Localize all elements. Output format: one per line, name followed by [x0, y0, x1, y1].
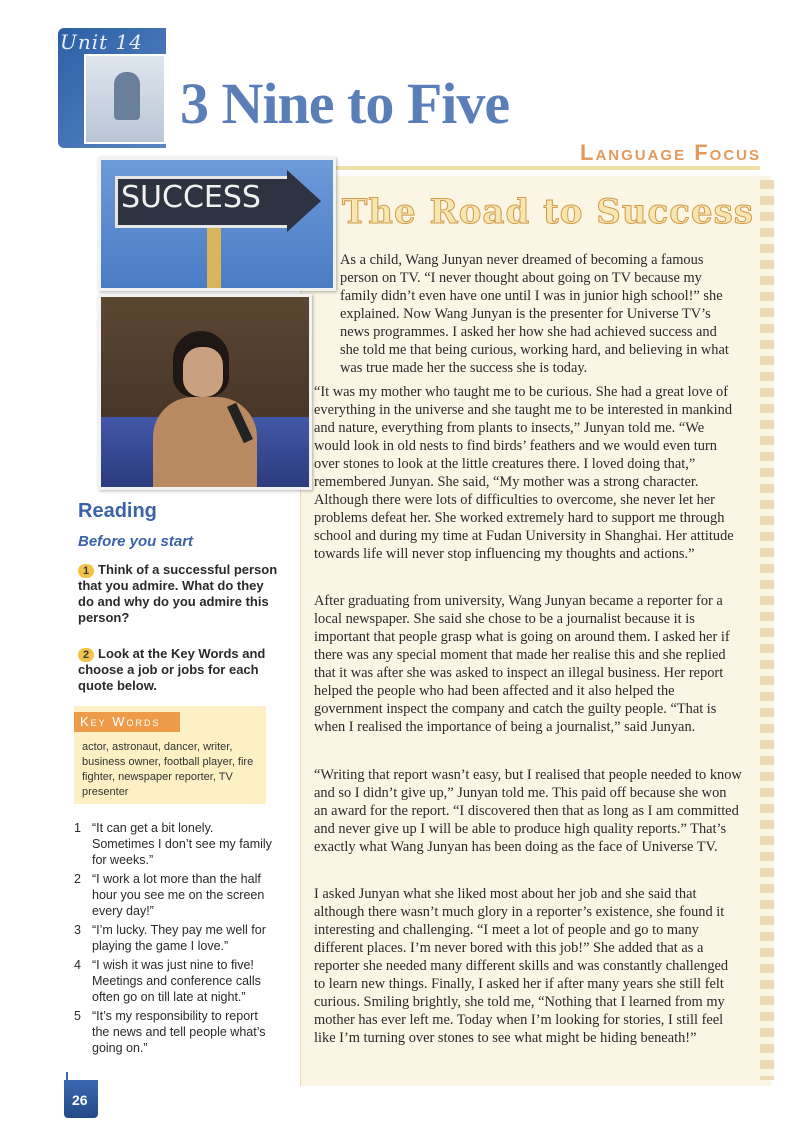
- quote-item: [72, 871, 272, 919]
- article-title: The Road to Success: [342, 192, 754, 232]
- quote-item: [72, 957, 272, 1005]
- task-number: 1: [78, 564, 94, 578]
- quote-list: [72, 820, 272, 1059]
- quote-number: 4: [74, 958, 81, 972]
- task-text: Look at the Key Words and choose a job or jobs for each quote below.: [78, 646, 266, 693]
- article-paragraph: “Writing that report wasn’t easy, but I realised that people needed to know and so I didn’t give up,” Junyan told me. This paid off because she won an award for the report. “I discovered then that as long as I am committed and never give up I will be able to produce high quality reports.” That’s exactly what Wang Junyan has been doing as the face of Universe TV.: [314, 767, 742, 855]
- reading-heading: Reading: [78, 500, 157, 522]
- quote-item: [72, 820, 272, 868]
- task-text: Think of a successful person that you admire. What do they do and why do you admire this person?: [78, 562, 278, 625]
- quote-text: “It can get a bit lonely. Sometimes I don’t see my family for weeks.”: [92, 821, 272, 867]
- quote-item: [72, 1008, 272, 1056]
- page-number: 26: [72, 1092, 88, 1108]
- sign-text: SUCCESS: [121, 180, 261, 215]
- unit-photo: [84, 54, 166, 144]
- success-sign-image: [98, 157, 336, 291]
- article-paragraph: “It was my mother who taught me to be curious. She had a great love of everything in the universe and she taught me to be interested in mankind and nature, everything from plants to insects,” Junyan told me. “We would look in old nests to find birds’ feathers and we would even turn over stones to look at the little creatures there. I loved doing that,” remembered Junyan. She said, “My mother was a strong character. Although there were lots of difficulties to overcome, she never let her problems defeat her. She worked extremely hard to support me through school and during my time at Fudan University in Shanghai. Her attitude towards life will never stop influencing my thoughts and actions.”: [314, 384, 734, 562]
- article-paragraph: As a child, Wang Junyan never dreamed of becoming a famous person on TV. “I never thought about going on TV because my family didn’t even have one until I was in junior high school!” she explained. Now Wang Junyan is the presenter for Universe TV’s news programmes. I asked her how she had achieved success and she told me that being curious, working hard, and believing in what was true made her the success she is today.: [340, 252, 729, 376]
- quote-text: “I work a lot more than the half hour you see me on the screen every day!”: [92, 872, 265, 918]
- quote-number: 2: [74, 872, 81, 886]
- quote-number: 5: [74, 1009, 81, 1023]
- task-item: [78, 646, 278, 694]
- quote-text: “I wish it was just nine to five! Meetings and conference calls often go on till late at night.”: [92, 958, 261, 1004]
- task-item: [78, 562, 278, 626]
- arrow-icon: [287, 170, 321, 232]
- quote-item: [72, 922, 272, 954]
- article-paragraph: After graduating from university, Wang Junyan became a reporter for a local newspaper. She said she chose to be a journalist because it is important that people grasp what is going on around them. I asked her if there was any special moment that made her realise this and she replied that it was after she was asked to inspect an illegal business. Her report helped the people who had been affected and it also helped the government inspect the company and catch the guilty people. “That is when I realised the importance of being a journalist,” said Junyan.: [314, 593, 730, 735]
- quote-number: 1: [74, 821, 81, 835]
- presenter-photo: [98, 294, 312, 490]
- before-you-start-heading: Before you start: [78, 533, 194, 550]
- quote-text: “It’s my responsibility to report the news and tell people what’s going on.”: [92, 1009, 266, 1055]
- key-words-label: Key Words: [74, 712, 180, 732]
- page-title: 3 Nine to Five: [180, 71, 510, 136]
- torn-paper-edge: [760, 180, 774, 1080]
- unit-label: Unit 14: [60, 30, 143, 54]
- section-label: Language Focus: [580, 140, 761, 165]
- task-number: 2: [78, 648, 94, 662]
- quote-number: 3: [74, 923, 81, 937]
- header-divider: [330, 166, 760, 170]
- key-words-list: actor, astronaut, dancer, writer, business owner, football player, fire fighter, newspaper reporter, TV presenter: [82, 741, 254, 798]
- article-paragraph: I asked Junyan what she liked most about her job and she said that although there wasn’t much glory in a reporter’s existence, she found it interesting and challenging. “I meet a lot of people and go to many different places. I’m never bored with this job!” She added that as a reporter she needed many different skills and was constantly challenged to learn new things. Finally, I asked her if after many years she still felt curious. Smiling brightly, she told me, “Nothing that I learned from my mother has ever left me. Today when I’m looking for stories, I still feel like I’m turning over stones to see what might be hiding beneath!”: [314, 886, 729, 1046]
- quote-text: “I’m lucky. They pay me well for playing the game I love.”: [92, 923, 266, 953]
